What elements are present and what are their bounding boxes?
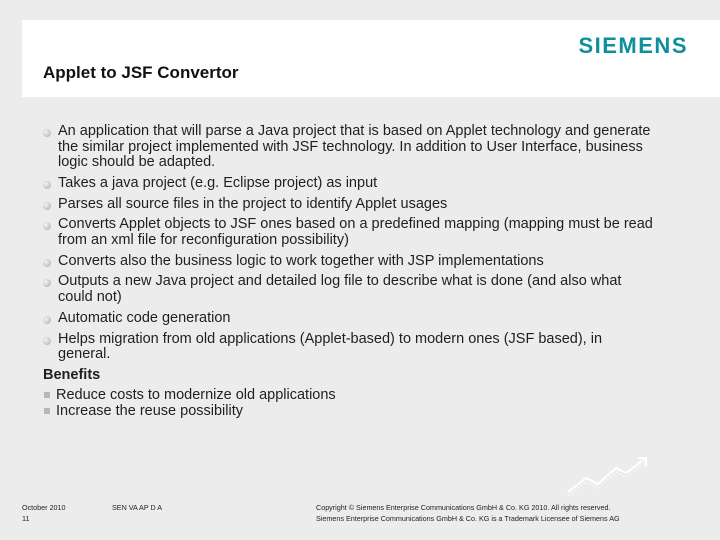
bullet-dot-icon	[43, 202, 51, 210]
bullet-item: Outputs a new Java project and detailed log file to describe what is done (and also what could not)	[43, 274, 653, 305]
bullet-dot-icon	[43, 129, 51, 137]
benefit-item: Increase the reuse possibility	[43, 404, 653, 420]
bullet-item: Automatic code generation	[43, 311, 653, 327]
footer-department: SEN VA AP D A	[112, 503, 163, 512]
page-number: 11	[22, 514, 30, 523]
bullet-item: Converts Applet objects to JSF ones based on a predefined mapping (mapping must be read from an xml file for reconfiguration possibility)	[43, 217, 653, 248]
bullet-dot-icon	[43, 259, 51, 267]
bullet-dot-icon	[43, 222, 51, 230]
square-bullet-icon	[44, 392, 50, 398]
slide-header	[22, 20, 720, 97]
bullet-item: Converts also the business logic to work together with JSP implementations	[43, 254, 653, 270]
bullet-item: Parses all source files in the project to identify Applet usages	[43, 197, 653, 213]
siemens-logo: SIEMENS	[578, 33, 688, 58]
slide-content	[43, 124, 653, 419]
bullet-item: An application that will parse a Java project that is based on Applet technology and generate the similar project implemented with JSF technology. In addition to User Interface, business logic should be adapted.	[43, 124, 653, 171]
bullet-dot-icon	[43, 337, 51, 345]
bullet-dot-icon	[43, 316, 51, 324]
decorative-graph-icon	[566, 452, 656, 497]
benefits-heading: Benefits	[43, 366, 101, 383]
bullet-item: Helps migration from old applications (Applet-based) to modern ones (JSF based), in general.	[43, 332, 653, 363]
bullet-dot-icon	[43, 181, 51, 189]
footer-copyright	[316, 502, 666, 524]
benefits-list	[43, 388, 653, 419]
benefit-item: Reduce costs to modernize old applications	[43, 388, 653, 404]
bullet-dot-icon	[43, 279, 51, 287]
trademark-line: Siemens Enterprise Communications GmbH & Co. KG is a Trademark Licensee of Siemens AG	[316, 514, 620, 523]
slide-title: Applet to JSF Convertor	[43, 63, 239, 82]
copyright-line: Copyright © Siemens Enterprise Communications GmbH & Co. KG 2010. All rights reserved.	[316, 503, 611, 512]
bullet-item: Takes a java project (e.g. Eclipse project) as input	[43, 176, 653, 192]
bullet-list	[43, 124, 653, 363]
footer-date: October 2010	[22, 503, 66, 512]
footer-date-block	[22, 502, 66, 524]
square-bullet-icon	[44, 408, 50, 414]
